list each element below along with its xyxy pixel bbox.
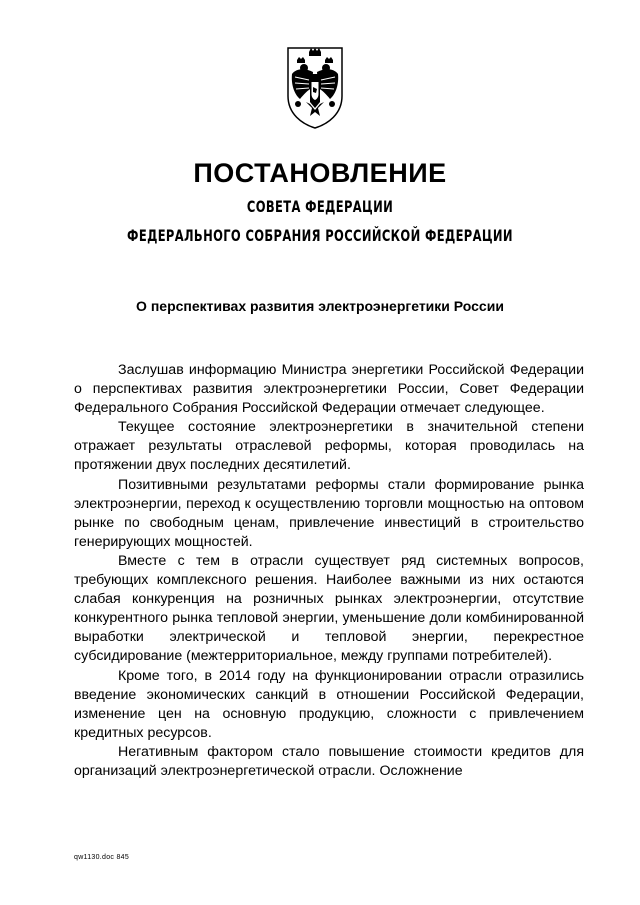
coat-of-arms-icon: [282, 44, 348, 130]
paragraph: Позитивными результатами реформы стали формирование рынка электроэнергии, переход к осуществлению торговли мощностью на оптовом рынке по свободным ценам, привлечение инвестиций в строительство генерирующих мощностей.: [74, 476, 584, 550]
document-title: ПОСТАНОВЛЕНИЕ: [193, 158, 447, 188]
document-subject: О перспективах развития электроэнергетики России: [136, 298, 504, 314]
paragraph: Кроме того, в 2014 году на функционировании отрасли отразились введение экономических санкций в отношении Российской Федерации, изменение цен на основную продукцию, сложности с привлечением кредитных ресурсов.: [74, 667, 584, 741]
paragraph: Заслушав информацию Министра энергетики Российской Федерации о перспективах развития электроэнергетики России, Совет Федерации Федерального Собрания Российской Федерации отмечает следующее.: [74, 362, 584, 417]
paragraph: Негативным фактором стало повышение стоимости кредитов для организаций электроэнергетической отрасли. Осложнение: [74, 743, 584, 779]
file-reference: qw1130.doc 845: [74, 854, 130, 861]
issuer-line-2: ФЕДЕРАЛЬНОГО СОБРАНИЯ РОССИЙСКОЙ ФЕДЕРАЦИИ: [127, 226, 513, 245]
document-body: [74, 361, 584, 781]
paragraph: Текущее состояние электроэнергетики в значительной степени отражает результаты отраслевой реформы, которая проводилась на протяжении двух последних десятилетий.: [74, 419, 584, 474]
paragraph: Вместе с тем в отрасли существует ряд системных вопросов, требующих комплексного решения. Наиболее важными из них остаются слабая конкуренция на розничных рынках электроэнергии, отсутствие конкурентного рынка тепловой энергии, уменьшение доли комбинированной выработки электрической и тепловой энергии, перекрестное субсидирование (межтерриториальное, между группами потребителей).: [74, 552, 584, 665]
issuer-line-1: СОВЕТА ФЕДЕРАЦИИ: [246, 197, 394, 216]
